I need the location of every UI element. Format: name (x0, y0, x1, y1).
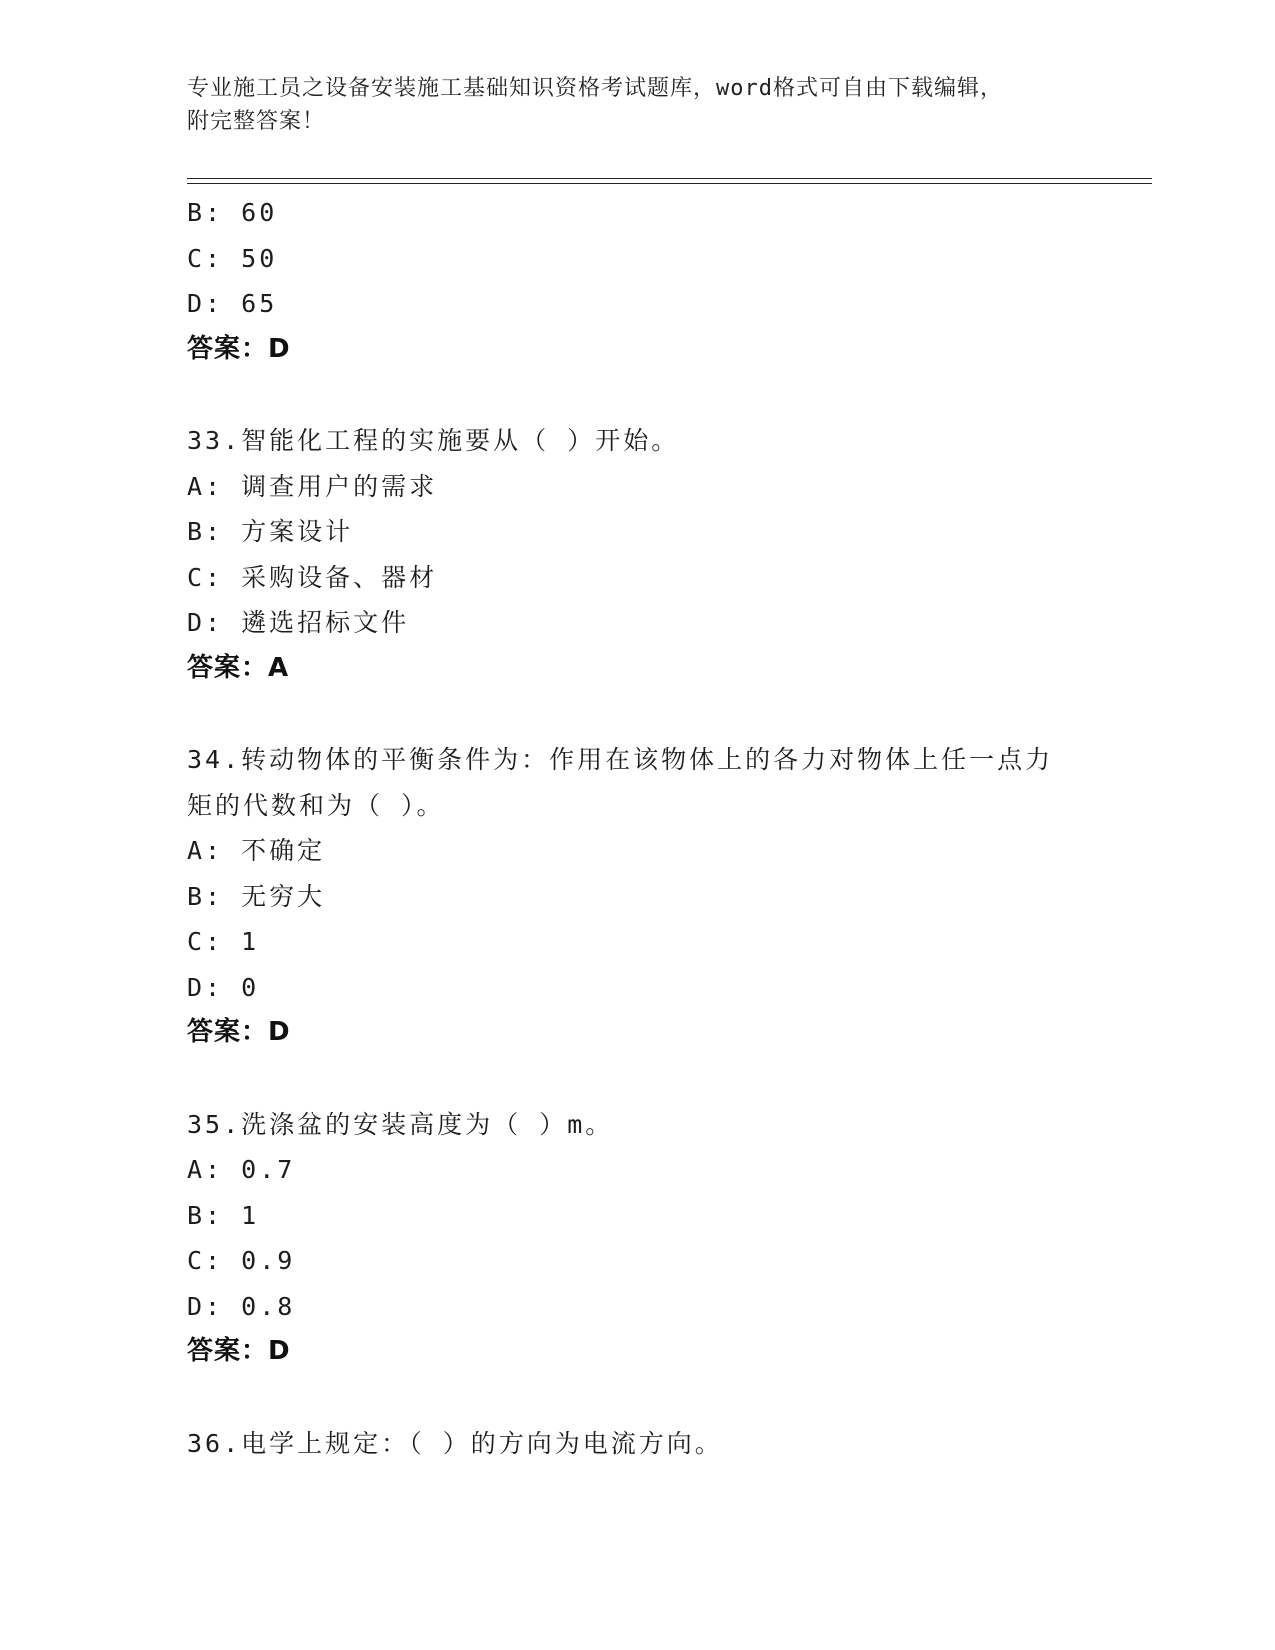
option-d: D: 0.8 (187, 1291, 296, 1321)
question-block-36 (187, 1421, 1087, 1467)
option-b: B: 方案设计 (187, 517, 354, 546)
question-text: 34.转动物体的平衡条件为：作用在该物体上的各力对物体上任一点力 (187, 745, 1054, 774)
answer-line: 答案：A (187, 652, 290, 683)
spacer (187, 1056, 1087, 1102)
question-text: 36.电学上规定：（ ）的方向为电流方向。 (187, 1428, 723, 1458)
option-c: C: 1 (187, 927, 260, 956)
option-a: A: 调查用户的需求 (187, 471, 438, 501)
answer-line: 答案：D (187, 1017, 291, 1047)
question-block-34 (187, 737, 1087, 1056)
answer-line: 答案：D (187, 1336, 291, 1366)
header-title-line-1: 专业施工员之设备安装施工基础知识资格考试题库，word格式可自由下载编辑， (187, 76, 1003, 101)
question-block-33 (187, 418, 1087, 691)
page-header (187, 72, 1087, 138)
option-b: B: 无穷大 (187, 881, 326, 911)
option-b: B: 1 (187, 1200, 260, 1230)
option-a: A: 不确定 (187, 836, 326, 865)
question-content (187, 190, 1087, 1466)
header-divider-top (187, 178, 1152, 179)
option-c: C: 采购设备、器材 (187, 562, 438, 592)
option-d: D: 遴选招标文件 (187, 608, 410, 637)
header-title-line-2: 附完整答案！ (187, 109, 326, 134)
question-text: 33.智能化工程的实施要从（ ）开始。 (187, 426, 680, 455)
question-block-32 (187, 190, 1087, 372)
question-text: 35.洗涤盆的安装高度为（ ）m。 (187, 1109, 614, 1139)
option-d: D: 0 (187, 972, 260, 1002)
option-b: B: 60 (187, 198, 278, 227)
spacer (187, 1375, 1087, 1421)
answer-line: 答案：D (187, 333, 291, 364)
option-a: A: 0.7 (187, 1155, 296, 1184)
option-c: C: 50 (187, 243, 278, 273)
header-divider-bottom (187, 183, 1152, 184)
spacer (187, 372, 1087, 418)
spacer (187, 691, 1087, 737)
question-text-continued: 矩的代数和为（ ）。 (187, 790, 445, 820)
question-block-35 (187, 1102, 1087, 1375)
option-c: C: 0.9 (187, 1246, 296, 1275)
option-d: D: 65 (187, 289, 278, 318)
